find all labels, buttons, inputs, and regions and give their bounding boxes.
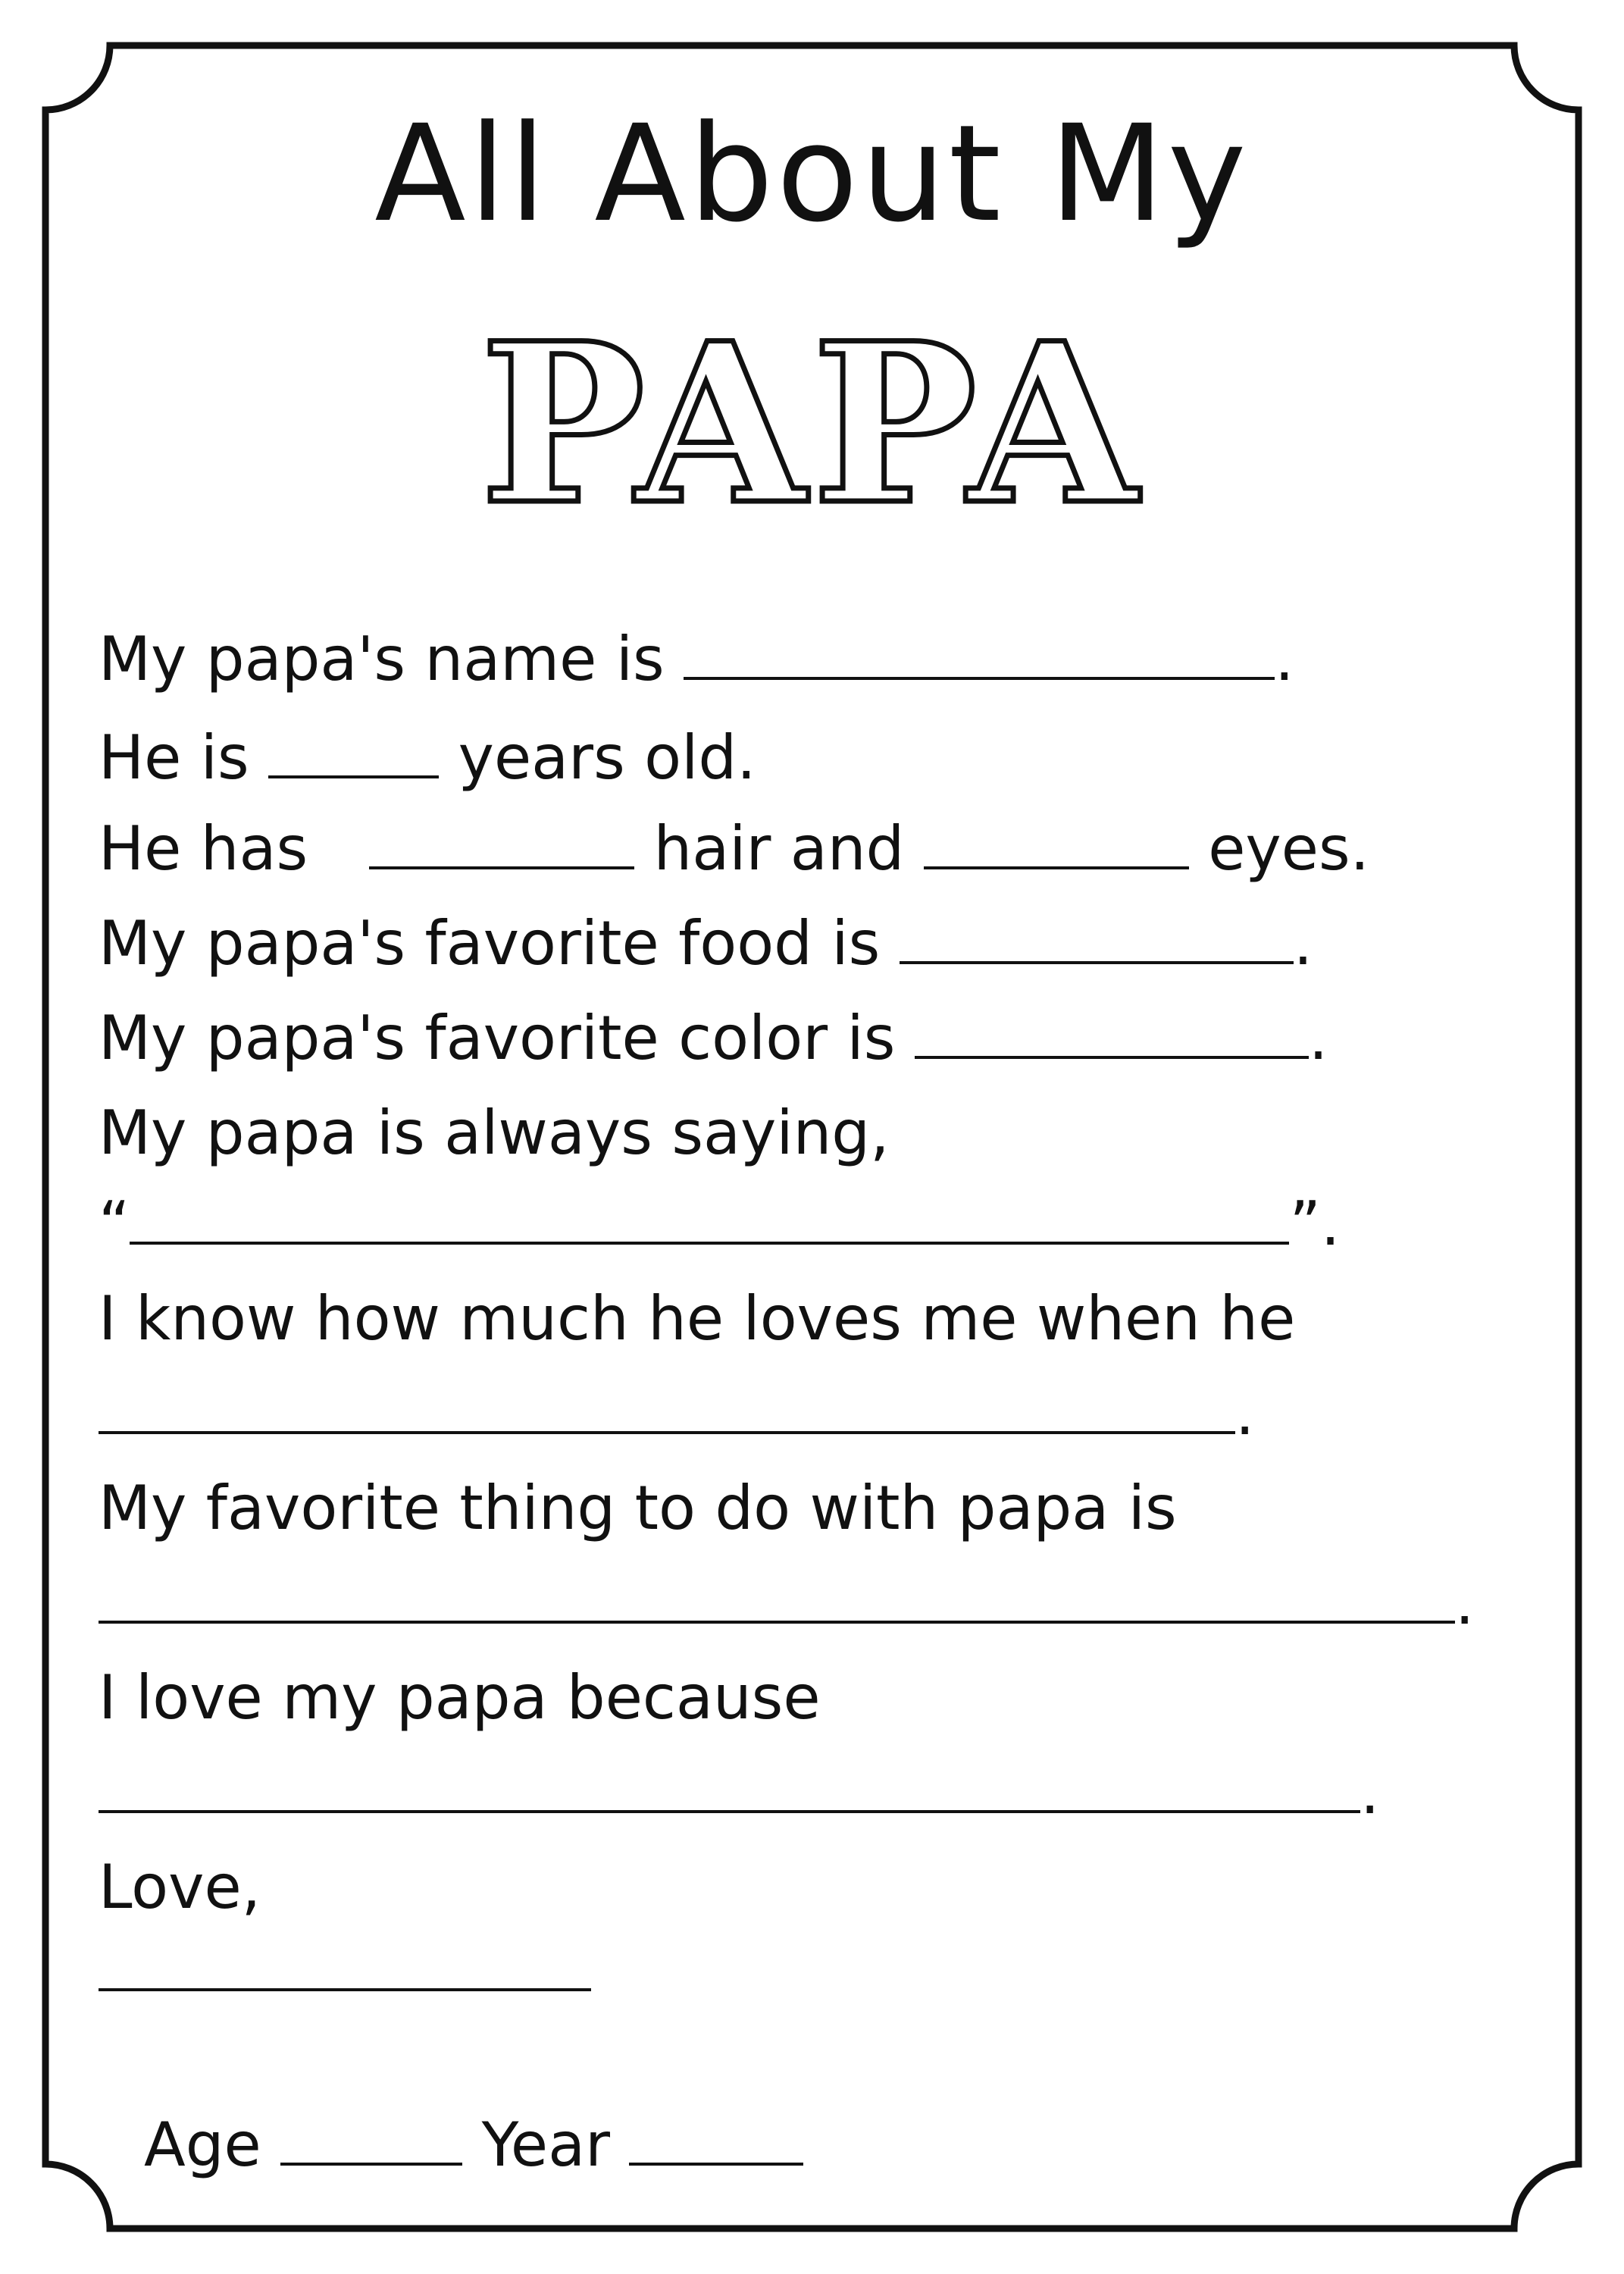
because-label: I love my papa because xyxy=(99,1662,821,1733)
signature-line xyxy=(99,1933,591,2009)
hair-mid-label: hair and xyxy=(653,813,905,884)
loves-line xyxy=(99,1376,1254,1452)
saying-prompt xyxy=(99,1095,890,1171)
period: . xyxy=(1360,1757,1380,1828)
hair-blank[interactable] xyxy=(369,818,634,869)
name-prompt xyxy=(99,622,1294,697)
signature-blank[interactable] xyxy=(99,1940,591,1991)
quote-close: ”. xyxy=(1289,1189,1341,1259)
because-prompt xyxy=(99,1660,821,1736)
hair-label: He has xyxy=(99,813,308,884)
age-blank[interactable] xyxy=(268,727,439,778)
footer-age-label: Age xyxy=(144,2110,261,2180)
because-blank[interactable] xyxy=(99,1762,1360,1813)
title-line-2: PAPA xyxy=(480,296,1144,553)
food-prompt xyxy=(99,906,1313,982)
food-blank[interactable] xyxy=(900,913,1294,964)
thing-blank[interactable] xyxy=(99,1572,1455,1624)
age-suffix: years old. xyxy=(458,722,756,793)
eyes-label: eyes. xyxy=(1208,813,1370,884)
closing xyxy=(99,1850,261,1925)
period: . xyxy=(1308,1003,1328,1073)
footer-year-label: Year xyxy=(481,2110,610,2180)
saying-blank[interactable] xyxy=(130,1193,1289,1245)
age-year-footer xyxy=(144,2107,803,2183)
loves-prompt xyxy=(99,1281,1295,1357)
age-label: He is xyxy=(99,722,249,793)
footer-year-blank[interactable] xyxy=(629,2114,803,2166)
saying-label: My papa is always saying, xyxy=(99,1098,890,1168)
period: . xyxy=(1293,908,1313,979)
name-blank[interactable] xyxy=(684,628,1275,680)
thing-prompt xyxy=(99,1471,1177,1546)
name-label: My papa's name is xyxy=(99,624,665,694)
loves-blank[interactable] xyxy=(99,1383,1235,1434)
hair-eyes-prompt xyxy=(99,811,1369,887)
color-prompt xyxy=(99,1001,1328,1076)
age-prompt xyxy=(99,720,756,796)
food-label: My papa's favorite food is xyxy=(99,908,881,979)
color-label: My papa's favorite color is xyxy=(99,1003,896,1073)
because-line xyxy=(99,1755,1379,1831)
closing-label: Love, xyxy=(99,1852,261,1922)
saying-line xyxy=(99,1186,1340,1262)
eyes-blank[interactable] xyxy=(924,818,1189,869)
thing-line xyxy=(99,1565,1474,1641)
quote-open: “ xyxy=(99,1189,130,1259)
period: . xyxy=(1235,1378,1255,1449)
color-blank[interactable] xyxy=(915,1007,1309,1059)
thing-label: My favorite thing to do with papa is xyxy=(99,1473,1177,1543)
period: . xyxy=(1455,1568,1475,1638)
title-line-1: All About My xyxy=(374,96,1250,252)
period: . xyxy=(1275,624,1294,694)
loves-label: I know how much he loves me when he xyxy=(99,1283,1296,1354)
footer-age-blank[interactable] xyxy=(280,2114,462,2166)
